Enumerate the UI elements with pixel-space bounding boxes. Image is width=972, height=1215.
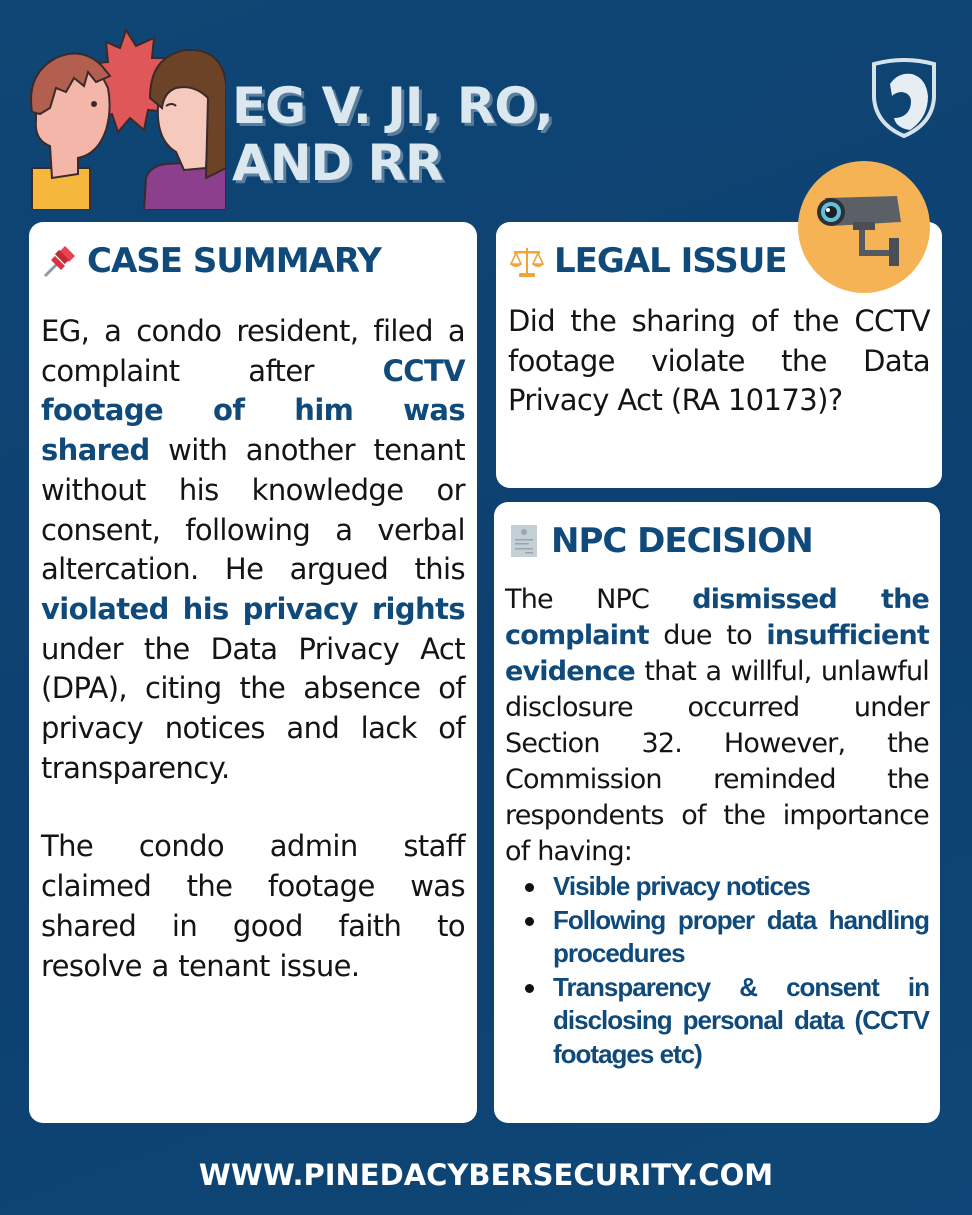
npc-decision-text: [505, 582, 929, 870]
decision-text-1: The NPC: [505, 584, 693, 615]
list-item: Following proper data handling procedures: [553, 904, 929, 971]
legal-issue-heading: LEGAL ISSUE: [554, 241, 787, 281]
case-summary-paragraph-2: The condo admin staff claimed the footage was shared in good faith to resolve a tenant issue.: [41, 829, 465, 983]
summary-highlight-1: CCTV footage of him was shared: [41, 353, 465, 468]
two-people-arguing-illustration: [26, 28, 226, 210]
decision-highlight-2: insufficient evidence: [505, 620, 929, 687]
summary-text-1: EG, a condo resident, filed a complaint after: [41, 314, 465, 388]
page-title: [232, 78, 553, 192]
title-line-1: EG V. JI, RO,: [232, 77, 553, 135]
npc-decision-card: [494, 502, 940, 1123]
summary-text-2: with another tenant without his knowledge or consent, following a verbal altercation. He argued this: [41, 433, 465, 587]
npc-decision-heading: NPC DECISION: [551, 521, 813, 561]
decision-highlight-1: dismissed the complaint: [505, 584, 929, 651]
summary-text-3: under the Data Privacy Act (DPA), citing the absence of privacy notices and lack of transparency.: [41, 631, 465, 785]
legal-issue-text: Did the sharing of the CCTV footage violate the Data Privacy Act (RA 10173)?: [508, 304, 930, 417]
decision-text-2: due to: [648, 620, 767, 651]
case-summary-card: [29, 222, 477, 1123]
cctv-camera-icon: [797, 160, 931, 294]
pushpin-icon: [41, 242, 79, 280]
title-line-2: AND RR: [232, 134, 443, 192]
website-url[interactable]: WWW.PINEDACYBERSECURITY.COM: [198, 1158, 774, 1192]
scales-icon: [508, 242, 546, 280]
case-summary-text: [41, 312, 465, 788]
case-summary-heading: CASE SUMMARY: [87, 241, 381, 281]
decision-bullet-list: [505, 870, 929, 1071]
list-item: Transparency & consent in disclosing personal data (CCTV footages etc): [553, 971, 929, 1072]
case-summary-header: [41, 236, 465, 286]
shield-eagle-logo: [870, 58, 938, 138]
decision-text-3: that a willful, unlawful disclosure occurred under Section 32. However, the Commission reminded the respondents of the importance of having:: [505, 656, 929, 867]
npc-decision-header: [505, 516, 929, 566]
summary-highlight-2: violated his privacy rights: [41, 591, 465, 626]
document-icon: [505, 522, 543, 560]
list-item: Visible privacy notices: [553, 870, 929, 904]
